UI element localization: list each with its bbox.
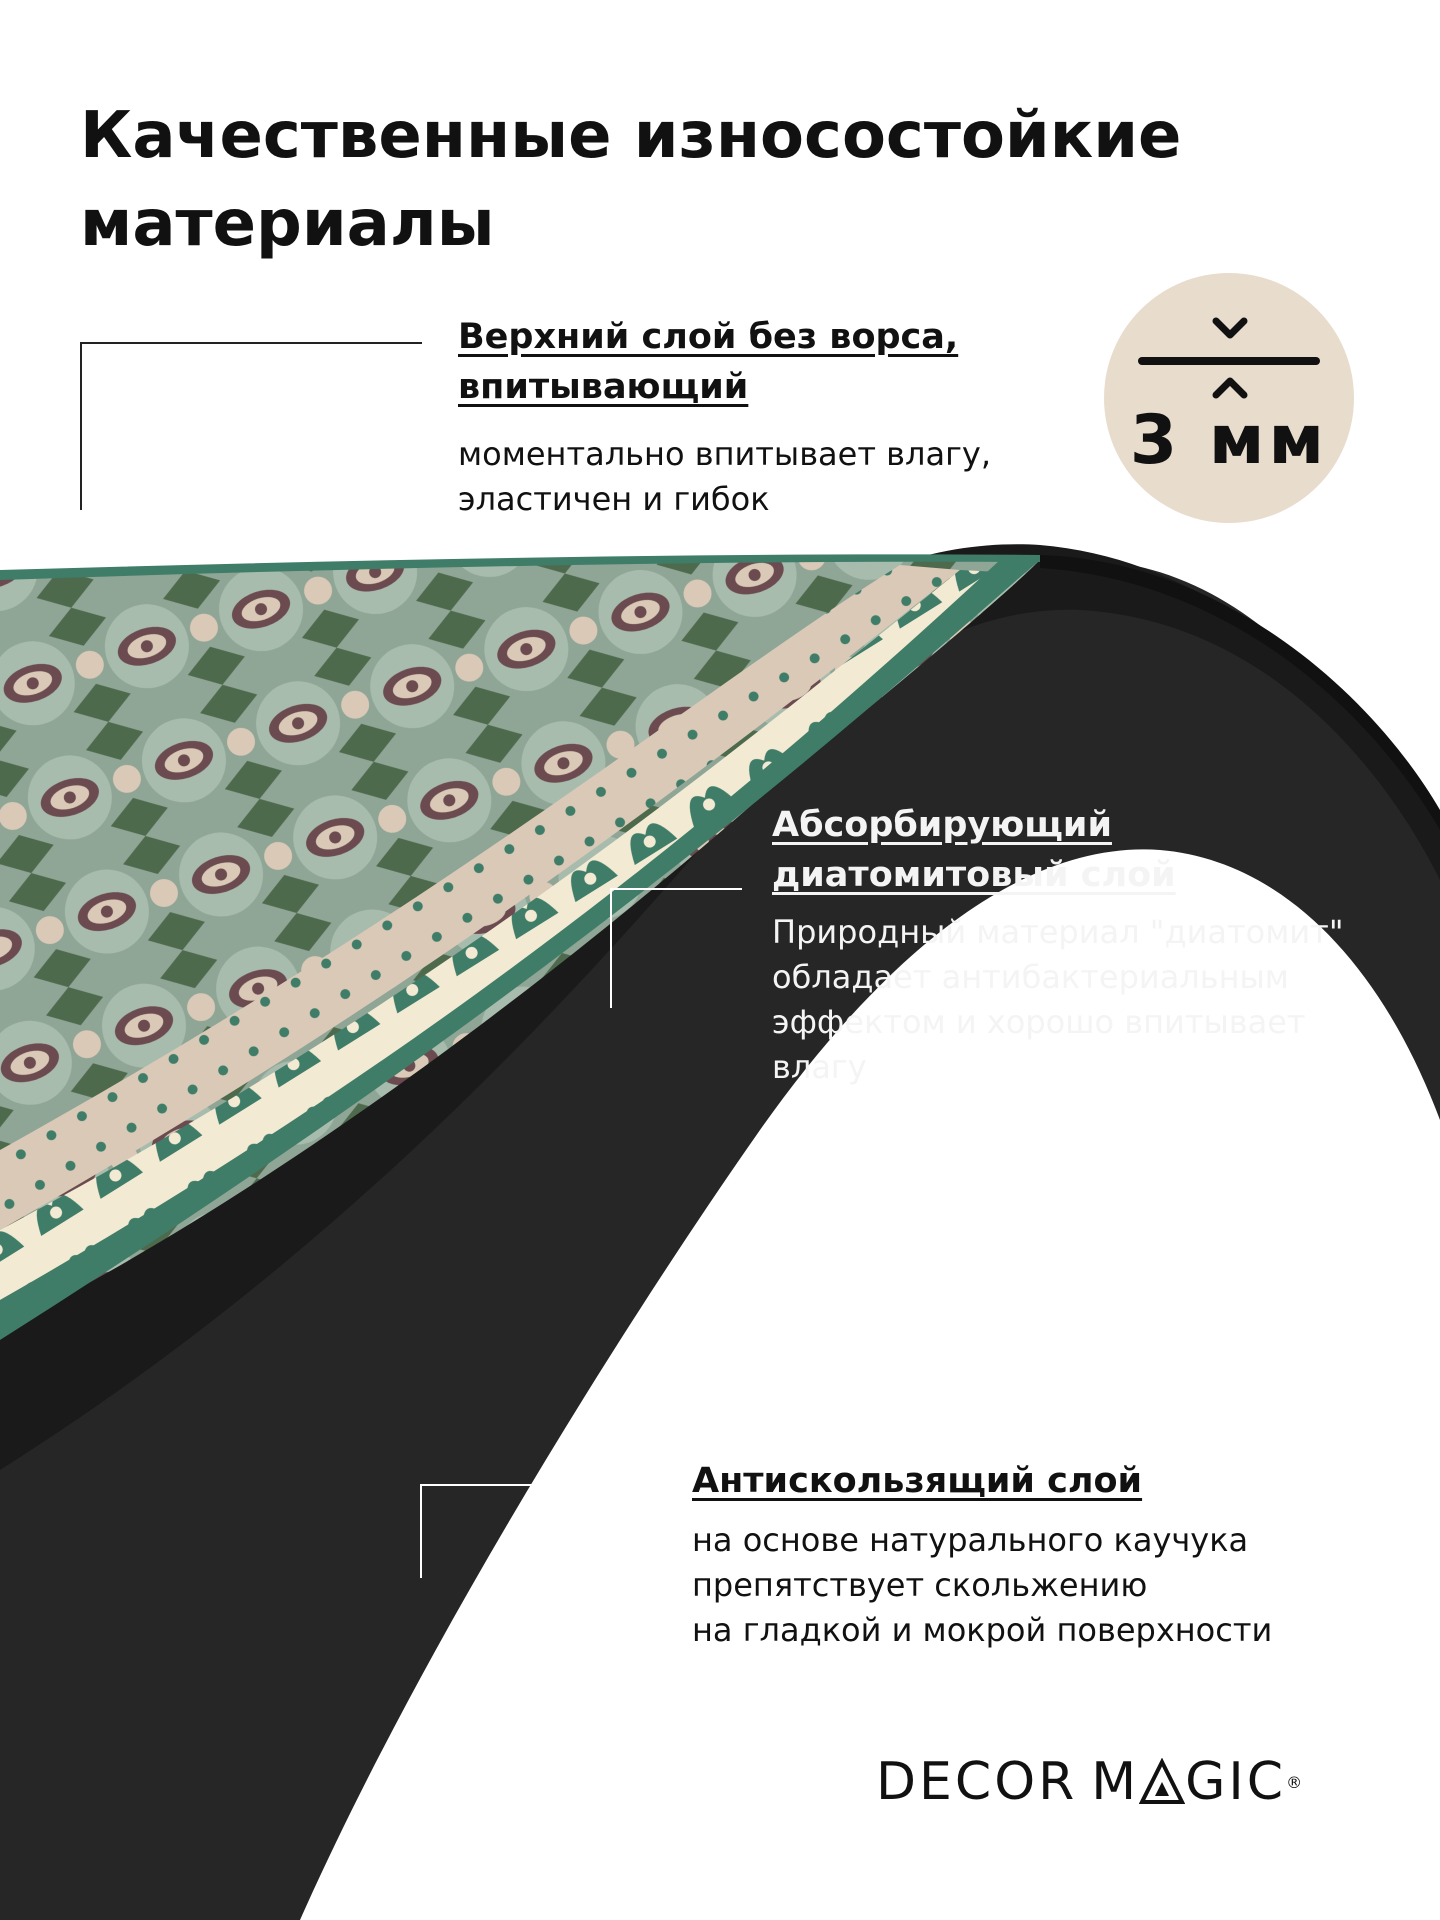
brand-logo-registered: ® bbox=[1286, 1772, 1306, 1792]
layer-antislip-text-line1: на основе натурального каучука bbox=[692, 1521, 1249, 1559]
brand-logo-triangle-icon bbox=[1139, 1758, 1185, 1806]
brand-logo-part3: GIC bbox=[1185, 1752, 1287, 1812]
brand-logo-part2: M bbox=[1091, 1752, 1140, 1812]
page-title-line1: Качественные износостойкие bbox=[80, 99, 1182, 173]
layer-top-heading bbox=[458, 312, 1058, 412]
callout-line-antislip-layer bbox=[420, 1484, 572, 1578]
callout-line-diatomite-layer bbox=[610, 888, 742, 1008]
layer-diatomite-heading-line2: диатомитовый слой bbox=[772, 855, 1176, 895]
layer-top-description bbox=[458, 312, 1058, 522]
layer-diatomite-description bbox=[772, 800, 1412, 1090]
layer-top-text-line1: моментально впитывает влагу, bbox=[458, 435, 991, 473]
thickness-badge bbox=[1104, 273, 1354, 523]
layer-top-text-line2: эластичен и гибок bbox=[458, 480, 770, 518]
layer-top-heading-line1: Верхний слой без ворса, bbox=[458, 317, 959, 357]
thickness-value: 3 мм bbox=[1129, 401, 1329, 480]
layer-diatomite-text-line2: обладает антибактериальным bbox=[772, 958, 1289, 996]
layer-diatomite-text bbox=[772, 910, 1412, 1090]
layer-antislip-text bbox=[692, 1518, 1392, 1653]
layer-antislip-description bbox=[692, 1456, 1392, 1653]
layer-antislip-heading bbox=[692, 1456, 1392, 1506]
layer-antislip-heading-line1: Антискользящий слой bbox=[692, 1461, 1143, 1501]
layer-antislip-text-line2: препятствует скольжению bbox=[692, 1566, 1148, 1604]
layer-antislip-text-line3: на гладкой и мокрой поверхности bbox=[692, 1611, 1273, 1649]
layer-diatomite-heading-line1: Абсорбирующий bbox=[772, 805, 1112, 845]
callout-line-top-layer bbox=[80, 342, 422, 510]
layer-diatomite-text-line3: эффектом и хорошо впитывает bbox=[772, 1003, 1306, 1041]
layer-diatomite-text-line1: Природный материал "диатомит" bbox=[772, 913, 1344, 951]
page-title-line2: материалы bbox=[80, 187, 495, 261]
thickness-arrows-icon bbox=[1104, 273, 1354, 403]
layer-diatomite-heading bbox=[772, 800, 1412, 900]
layer-top-heading-line2: впитывающий bbox=[458, 367, 749, 407]
layer-diatomite-text-line4: влагу bbox=[772, 1048, 867, 1086]
brand-logo-magic bbox=[1091, 1752, 1305, 1812]
layer-top-text bbox=[458, 432, 1058, 522]
brand-logo-part1: DECOR bbox=[876, 1752, 1078, 1812]
brand-logo bbox=[876, 1752, 1356, 1812]
